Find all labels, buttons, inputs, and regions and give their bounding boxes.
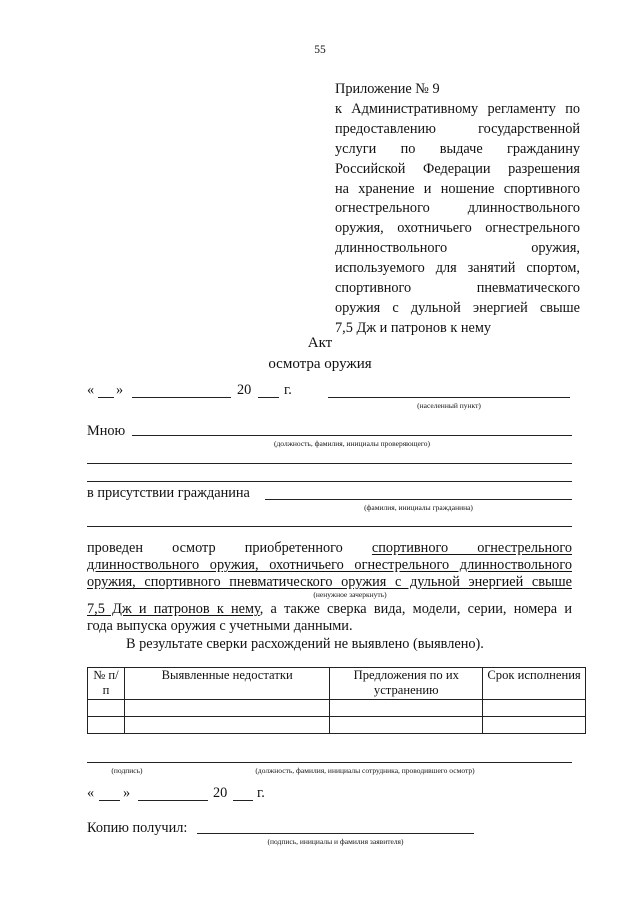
day2-field[interactable] [99,800,120,801]
signature-field[interactable] [87,762,572,763]
year2-prefix: 20 [213,785,228,801]
year-field[interactable] [258,397,279,398]
official-caption: (должность, фамилия, инициалы сотрудника, проводившего осмотр) [255,766,475,775]
statement-line: длинноствольного оружия, охотничьего огнестрельного длинноствольного [87,557,572,573]
appendix-line: длинноствольного оружия, [335,240,580,257]
statement-text: проведен осмотр приобретенного [87,540,343,556]
table-cell[interactable] [88,700,125,717]
year2-field[interactable] [233,800,253,801]
inspector-field-line2[interactable] [87,463,572,464]
appendix-block [335,80,580,339]
place-field[interactable] [328,397,570,398]
appendix-line: используемого для занятий спортом, [335,260,580,277]
table-cell[interactable] [330,700,483,717]
copy-label: Копию получил: [87,820,188,836]
table-cell[interactable] [483,700,586,717]
citizen-caption: (фамилия, инициалы гражданина) [364,503,473,512]
act-subtitle: осмотра оружия [268,356,372,372]
table-row [88,717,586,734]
appendix-line: оружия, охотничьего огнестрельного [335,220,580,237]
table-cell[interactable] [124,717,329,734]
table-cell[interactable] [88,717,125,734]
header-deficiencies: Выявленные недостатки [124,668,329,700]
table-row [88,700,586,717]
header-number: № п/п [88,668,125,700]
header-deadline: Срок исполнения [483,668,586,700]
copy-caption: (подпись, инициалы и фамилия заявителя) [267,837,404,846]
inspector-field-line3[interactable] [87,481,572,482]
header-proposals: Предложения по их устранению [330,668,483,700]
appendix-line: предоставлению государственной [335,120,580,137]
statement-underlined: 7,5 Дж и патронов к нему [87,601,260,617]
table-cell[interactable] [124,700,329,717]
statement-line: оружия, спортивного пневматического оружия с дульной энергией свыше [87,574,572,590]
appendix-line: услуги по выдаче гражданину [335,140,580,157]
month2-field[interactable] [138,800,208,801]
year-suffix: г. [284,382,292,398]
appendix-line: спортивного пневматического [335,280,580,297]
table-cell[interactable] [483,717,586,734]
findings-table [87,667,586,734]
act-title: Акт [307,335,333,351]
statement-line: года выпуска оружия с учетными данными. [87,618,353,634]
date-close-quote: » [116,382,124,398]
citizen-field-line2[interactable] [87,526,572,527]
citizen-label: в присутствии гражданина [87,485,250,501]
inspector-field[interactable] [132,435,572,436]
table-cell[interactable] [330,717,483,734]
table-header-row [88,668,586,700]
appendix-line: 7,5 Дж и патронов к нему [335,319,492,336]
day-field[interactable] [98,397,114,398]
statement-line [87,540,572,558]
copy-field[interactable] [197,833,474,834]
result-text: В результате сверки расхождений не выявлено (выявлено). [126,636,484,652]
month-field[interactable] [132,397,231,398]
appendix-line: Российской Федерации разрешения [335,160,580,177]
inspector-caption: (должность, фамилия, инициалы проверяющего) [273,439,431,448]
date2-close-quote: » [123,785,131,801]
statement-line [87,601,572,619]
year-prefix: 20 [237,382,252,398]
strike-caption: (ненужное зачеркнуть) [313,590,387,599]
appendix-line: Приложение № 9 [335,81,440,97]
appendix-line: огнестрельного длинноствольного [335,200,580,217]
sign-caption: (подпись) [111,766,143,775]
page-number: 55 [314,44,326,56]
inspector-label: Мною [87,423,126,439]
year2-suffix: г. [257,785,265,801]
date-open-quote: « [87,382,95,398]
appendix-line: на хранение и ношение спортивного [335,180,580,197]
statement-underlined: спортивного огнестрельного [371,540,572,556]
appendix-line: оружия с дульной энергией свыше [335,299,580,316]
statement-text: , а также сверка вида, модели, серии, номера и [259,601,572,617]
citizen-field[interactable] [265,499,572,500]
date2-open-quote: « [87,785,95,801]
appendix-line: к Административному регламенту по [335,100,580,117]
place-caption: (населенный пункт) [417,401,481,410]
